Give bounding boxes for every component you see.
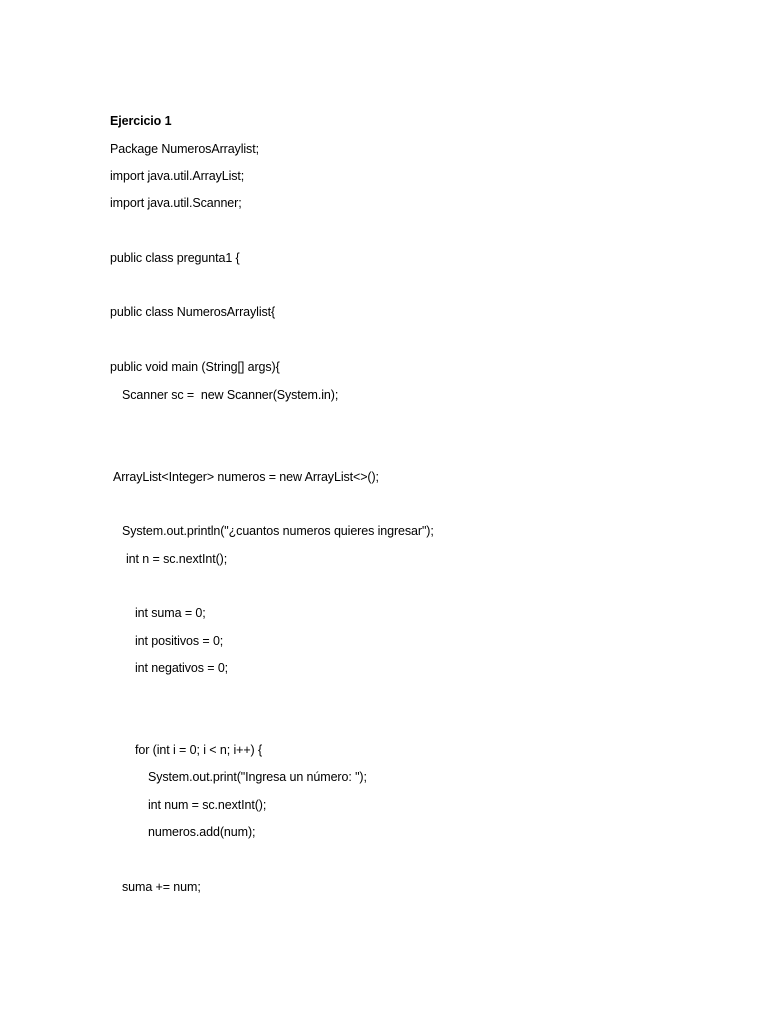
code-line-suma-accumulate: suma += num;: [122, 880, 201, 894]
code-line-import-arraylist: import java.util.ArrayList;: [110, 169, 245, 183]
code-line-import-scanner: import java.util.Scanner;: [110, 196, 242, 210]
code-line-print-prompt: System.out.print("Ingresa un número: ");: [148, 770, 367, 784]
code-line-read-n: int n = sc.nextInt();: [126, 552, 228, 566]
code-line-positivos: int positivos = 0;: [135, 634, 224, 648]
code-line-suma: int suma = 0;: [135, 606, 206, 620]
code-line-main-method: public void main (String[] args){: [110, 360, 280, 374]
code-line-println: System.out.println("¿cuantos numeros quieres ingresar");: [122, 524, 434, 538]
code-line-class-pregunta1: public class pregunta1 {: [110, 251, 240, 265]
code-line-arraylist-declaration: ArrayList<Integer> numeros = new ArrayList<>();: [113, 470, 379, 484]
code-line-for-loop: for (int i = 0; i < n; i++) {: [135, 743, 263, 757]
code-line-read-num: int num = sc.nextInt();: [148, 798, 267, 812]
code-line-package: Package NumerosArraylist;: [110, 142, 259, 156]
exercise-heading: Ejercicio 1: [110, 114, 172, 128]
code-line-class-numerosarraylist: public class NumerosArraylist{: [110, 305, 276, 319]
code-line-negativos: int negativos = 0;: [135, 661, 229, 675]
code-line-scanner: Scanner sc = new Scanner(System.in);: [122, 388, 339, 402]
code-line-add-num: numeros.add(num);: [148, 825, 256, 839]
